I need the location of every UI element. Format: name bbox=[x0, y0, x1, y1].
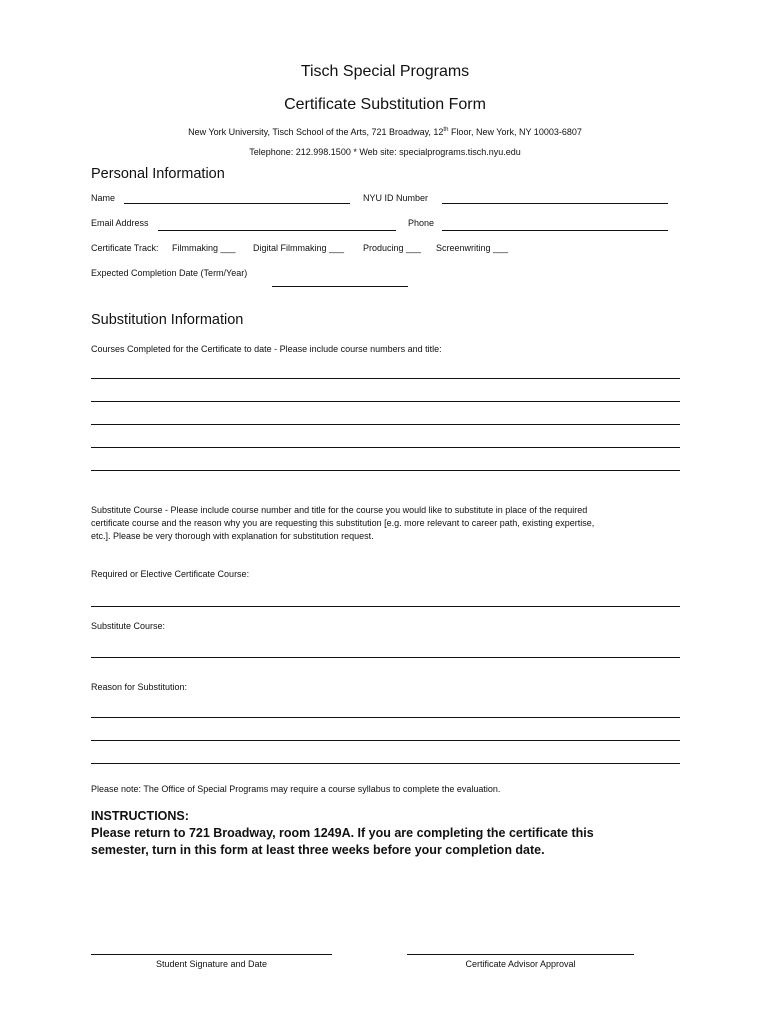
nyu-id-label: NYU ID Number bbox=[363, 193, 429, 203]
substitute-instructions-line-3: etc.]. Please be very thorough with explanation for substitution request. bbox=[91, 531, 374, 541]
instructions-heading: INSTRUCTIONS: bbox=[91, 809, 189, 823]
reason-line-1[interactable] bbox=[91, 717, 680, 718]
advisor-approval-field[interactable] bbox=[407, 954, 634, 955]
track-producing[interactable]: Producing ___ bbox=[363, 243, 422, 253]
courses-completed-line-2[interactable] bbox=[91, 401, 680, 402]
substitute-course-label: Substitute Course: bbox=[91, 621, 166, 631]
personal-info-heading: Personal Information bbox=[91, 166, 225, 182]
contact-line: Telephone: 212.998.1500 * Web site: specialprograms.tisch.nyu.edu bbox=[249, 147, 521, 157]
substitution-info-heading: Substitution Information bbox=[91, 312, 244, 328]
required-course-label: Required or Elective Certificate Course: bbox=[91, 569, 250, 579]
name-field[interactable] bbox=[124, 203, 350, 204]
student-signature-field[interactable] bbox=[91, 954, 332, 955]
student-signature-label: Student Signature and Date bbox=[155, 959, 268, 969]
substitute-instructions-line-1: Substitute Course - Please include course number and title for the course you would like to substitute in place of the required bbox=[91, 505, 588, 515]
completion-date-label: Expected Completion Date (Term/Year) bbox=[91, 268, 248, 278]
substitute-course-field[interactable] bbox=[91, 657, 680, 658]
email-label: Email Address bbox=[91, 218, 149, 228]
track-digital-filmmaking[interactable]: Digital Filmmaking ___ bbox=[253, 243, 345, 253]
required-course-field[interactable] bbox=[91, 606, 680, 607]
advisor-approval-label: Certificate Advisor Approval bbox=[465, 959, 576, 969]
substitute-instructions-line-2: certificate course and the reason why you are requesting this substitution [e.g. more relevant to career path, existing expertise, bbox=[91, 518, 595, 528]
instructions-line-1: Please return to 721 Broadway, room 1249A. If you are completing the certificate this bbox=[91, 826, 594, 840]
certificate-track-label: Certificate Track: bbox=[91, 243, 159, 253]
phone-field[interactable] bbox=[442, 230, 668, 231]
courses-completed-label: Courses Completed for the Certificate to date - Please include course numbers and title: bbox=[91, 344, 442, 354]
nyu-id-field[interactable] bbox=[442, 203, 668, 204]
reason-label: Reason for Substitution: bbox=[91, 682, 188, 692]
syllabus-note: Please note: The Office of Special Programs may require a course syllabus to complete the evaluation. bbox=[91, 784, 501, 794]
reason-line-3[interactable] bbox=[91, 763, 680, 764]
form-program-title: Tisch Special Programs bbox=[300, 63, 470, 80]
track-screenwriting[interactable]: Screenwriting ___ bbox=[436, 243, 509, 253]
completion-date-field[interactable] bbox=[272, 286, 408, 287]
track-filmmaking[interactable]: Filmmaking ___ bbox=[172, 243, 236, 253]
address-pre: New York University, Tisch School of the Arts, 721 Broadway, 12 bbox=[188, 127, 444, 137]
reason-line-2[interactable] bbox=[91, 740, 680, 741]
courses-completed-line-5[interactable] bbox=[91, 470, 680, 471]
instructions-line-2: semester, turn in this form at least three weeks before your completion date. bbox=[91, 843, 545, 857]
address-sup: th bbox=[443, 127, 449, 133]
phone-label: Phone bbox=[408, 218, 435, 228]
courses-completed-line-4[interactable] bbox=[91, 447, 680, 448]
form-title: Certificate Substitution Form bbox=[284, 96, 486, 113]
name-label: Name bbox=[91, 193, 116, 203]
courses-completed-line-3[interactable] bbox=[91, 424, 680, 425]
courses-completed-line-1[interactable] bbox=[91, 378, 680, 379]
address-post: Floor, New York, NY 10003-6807 bbox=[448, 127, 582, 137]
email-field[interactable] bbox=[158, 230, 396, 231]
address-line bbox=[0, 127, 770, 137]
